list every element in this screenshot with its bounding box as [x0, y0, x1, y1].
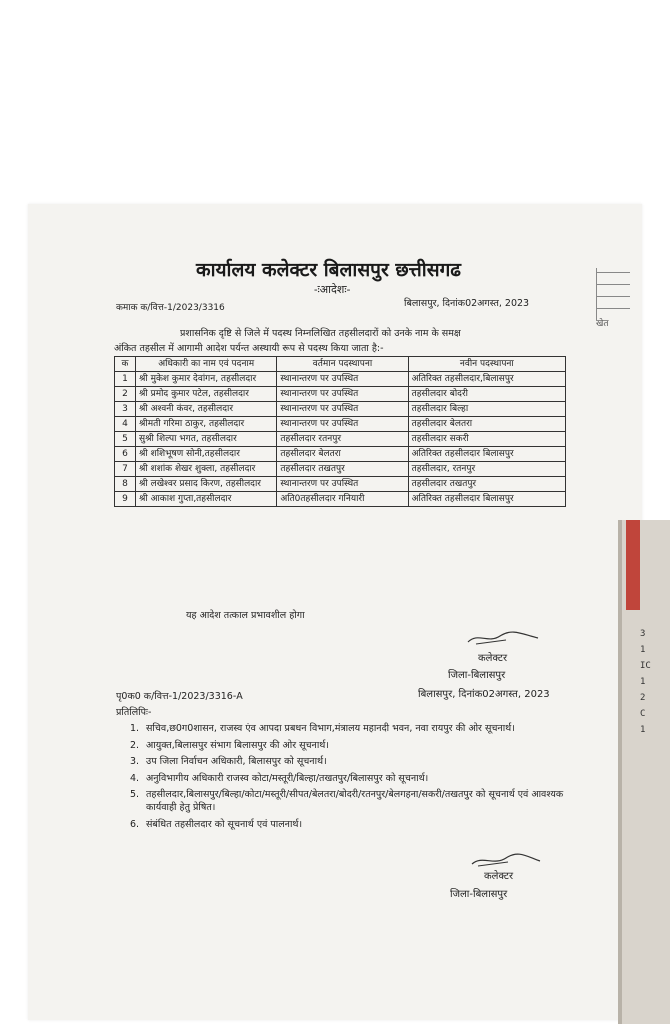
signature-district-1: जिला-बिलासपुर: [448, 670, 506, 681]
posting-table: [114, 356, 566, 507]
signature-district-2: जिला-बिलासपुर: [450, 889, 508, 900]
table-row: [115, 417, 566, 432]
cell-serial: 2: [115, 387, 136, 402]
cell-serial: 5: [115, 432, 136, 447]
effect-line: यह आदेश तत्काल प्रभावशील होगा: [186, 610, 305, 621]
cell-officer-name: श्री मुकेश कुमार देवांगन, तहसीलदार: [136, 372, 277, 387]
copy-item: [130, 755, 590, 768]
cell-serial: 6: [115, 447, 136, 462]
copy-heading: प्रतिलिपिः-: [116, 707, 152, 718]
copy-item-text: आयुक्त,बिलासपुर संभाग बिलासपुर की ओर सूचनार्थ।: [146, 739, 329, 751]
cell-officer-name: श्रीमती गरिमा ठाकुर, तहसीलदार: [136, 417, 277, 432]
red-object: [626, 520, 640, 610]
copy-item-text: उप जिला निर्वाचन अधिकारी, बिलासपुर को सूचनार्थ।: [146, 756, 327, 767]
order-heading: -ःआदेशः-: [314, 283, 351, 296]
cell-new-posting: तहसीलदार बिल्हा: [408, 402, 565, 417]
table-row: [115, 492, 566, 507]
table-row: [115, 462, 566, 477]
table-row: [115, 477, 566, 492]
copy-item: [130, 818, 590, 831]
cell-serial: 7: [115, 462, 136, 477]
header-new: नवीन पदस्थापना: [408, 357, 565, 372]
header-current: वर्तमान पदस्थापना: [277, 357, 408, 372]
copy-item: [130, 772, 590, 785]
copy-item: [130, 739, 590, 752]
side-mark: 3: [640, 629, 646, 639]
copy-list: [130, 722, 590, 834]
header-name: अधिकारी का नाम एवं पदनाम: [136, 357, 277, 372]
copy-item: [130, 788, 590, 814]
form-line: [596, 268, 597, 320]
table-body: [115, 372, 566, 507]
side-mark: 1: [640, 677, 646, 687]
cell-new-posting: अतिरिक्त तहसीलदार बिलासपुर: [408, 447, 565, 462]
form-line: [596, 284, 630, 285]
side-text: खेत: [596, 319, 609, 329]
copy-item-text: संबंधित तहसीलदार को सूचनार्थ एवं पालनार्थ।: [146, 818, 303, 830]
side-form-fragment: [592, 268, 632, 328]
side-mark: IC: [640, 661, 651, 671]
table-row: [115, 447, 566, 462]
side-mark: 2: [640, 693, 646, 703]
cell-serial: 9: [115, 492, 136, 507]
table-row: [115, 372, 566, 387]
cell-officer-name: श्री लखेश्वर प्रसाद किरण, तहसीलदार: [136, 477, 277, 492]
signature-designation-2: कलेक्टर: [484, 871, 514, 882]
form-line: [596, 308, 630, 309]
cell-new-posting: अतिरिक्त तहसीलदार बिलासपुर: [408, 492, 565, 507]
header-serial: क: [115, 357, 136, 372]
cell-current-posting: स्थानान्तरण पर उपस्थित: [277, 417, 408, 432]
cell-current-posting: स्थानान्तरण पर उपस्थित: [277, 372, 408, 387]
cell-current-posting: तहसीलदार रतनपुर: [277, 432, 408, 447]
cell-current-posting: तहसीलदार तखतपुर: [277, 462, 408, 477]
copy-item-number: 4.: [130, 772, 140, 784]
copy-item-number: 6.: [130, 818, 140, 830]
cell-officer-name: श्री आकाश गुप्ता,तहसीलदार: [136, 492, 277, 507]
table-row: [115, 432, 566, 447]
copy-item: [130, 722, 590, 735]
side-mark: 1: [640, 725, 646, 735]
cell-serial: 8: [115, 477, 136, 492]
signature-1: [466, 630, 540, 646]
endorsement-reference: पृ0क0 क/वित्त-1/2023/3316-A: [116, 691, 243, 702]
cell-new-posting: तहसीलदार तखतपुर: [408, 477, 565, 492]
copy-item-number: 3.: [130, 756, 140, 767]
cell-new-posting: तहसीलदार सकरी: [408, 432, 565, 447]
copy-item-number: 5.: [130, 789, 140, 800]
side-mark: C: [640, 709, 646, 719]
copy-item-number: 2.: [130, 739, 140, 751]
cell-current-posting: स्थानान्तरण पर उपस्थित: [277, 477, 408, 492]
form-line: [596, 296, 630, 297]
cell-current-posting: स्थानान्तरण पर उपस्थित: [277, 387, 408, 402]
cell-new-posting: तहसीलदार बेलतरा: [408, 417, 565, 432]
table-row: [115, 402, 566, 417]
intro-line-2: अंकित तहसील में आगामी आदेश पर्यन्त अस्थायी रूप से पदस्थ किया जाता है:-: [114, 343, 384, 354]
signature-designation-1: कलेक्टर: [478, 653, 508, 664]
form-line: [596, 272, 630, 273]
signature-2: [470, 852, 542, 868]
cell-new-posting: तहसीलदार बोदरी: [408, 387, 565, 402]
cell-new-posting: अतिरिक्त तहसीलदार,बिलासपुर: [408, 372, 565, 387]
side-mark: 1: [640, 645, 646, 655]
cell-new-posting: तहसीलदार, रतनपुर: [408, 462, 565, 477]
strip-edge: [618, 520, 622, 1024]
cell-officer-name: श्री शशांक शेखर शुक्ला, तहसीलदार: [136, 462, 277, 477]
cell-officer-name: श्री अश्वनी कंवर, तहसीलदार: [136, 402, 277, 417]
side-marks: [640, 626, 651, 738]
cell-serial: 3: [115, 402, 136, 417]
cell-officer-name: सुश्री शिल्पा भगत, तहसीलदार: [136, 432, 277, 447]
cell-current-posting: तहसीलदार बेलतरा: [277, 447, 408, 462]
cell-current-posting: अति0तहसीलदार गनियारी: [277, 492, 408, 507]
office-title: कार्यालय कलेक्टर बिलासपुर छत्तीसगढ: [196, 259, 461, 281]
table-header-row: [115, 357, 566, 372]
copy-item-text: सचिव,छ0ग0शासन, राजस्व एंव आपदा प्रबधन विभाग,मंत्रालय महानदी भवन, नवा रायपुर की ओर सूचनार्थ।: [146, 723, 515, 734]
copy-item-text: तहसीलदार,बिलासपुर/बिल्हा/कोटा/मस्तूरी/सीपत/बेलतरा/बोदरी/रतनपुर/बेलगहना/सकरी/तखतपुर को सूचनार्थ एवं आवश्यक कार्यवाही हेतु प्रेषित।: [146, 789, 564, 813]
endorsement-date: बिलासपुर, दिनांक02अगस्त, 2023: [418, 689, 550, 700]
cell-serial: 4: [115, 417, 136, 432]
copy-item-text: अनुविभागीय अधिकारी राजस्व कोटा/मस्तूरी/बिल्हा/तखतपुर/बिलासपुर को सूचनार्थ।: [146, 772, 429, 784]
cell-current-posting: स्थानान्तरण पर उपस्थित: [277, 402, 408, 417]
reference-number: कमाक क/वित्त-1/2023/3316: [116, 303, 225, 313]
background-strip: [618, 520, 670, 1024]
order-date: बिलासपुर, दिनांक02अगस्त, 2023: [404, 298, 530, 309]
intro-line-1: प्रशासनिक दृष्टि से जिले में पदस्थ निम्नलिखित तहसीलदारों को उनके नाम के समक्ष: [180, 328, 461, 339]
copy-item-number: 1.: [130, 723, 140, 734]
cell-officer-name: श्री प्रमोद कुमार पटेल, तहसीलदार: [136, 387, 277, 402]
cell-serial: 1: [115, 372, 136, 387]
table-row: [115, 387, 566, 402]
cell-officer-name: श्री शशिभूषण सोनी,तहसीलदार: [136, 447, 277, 462]
